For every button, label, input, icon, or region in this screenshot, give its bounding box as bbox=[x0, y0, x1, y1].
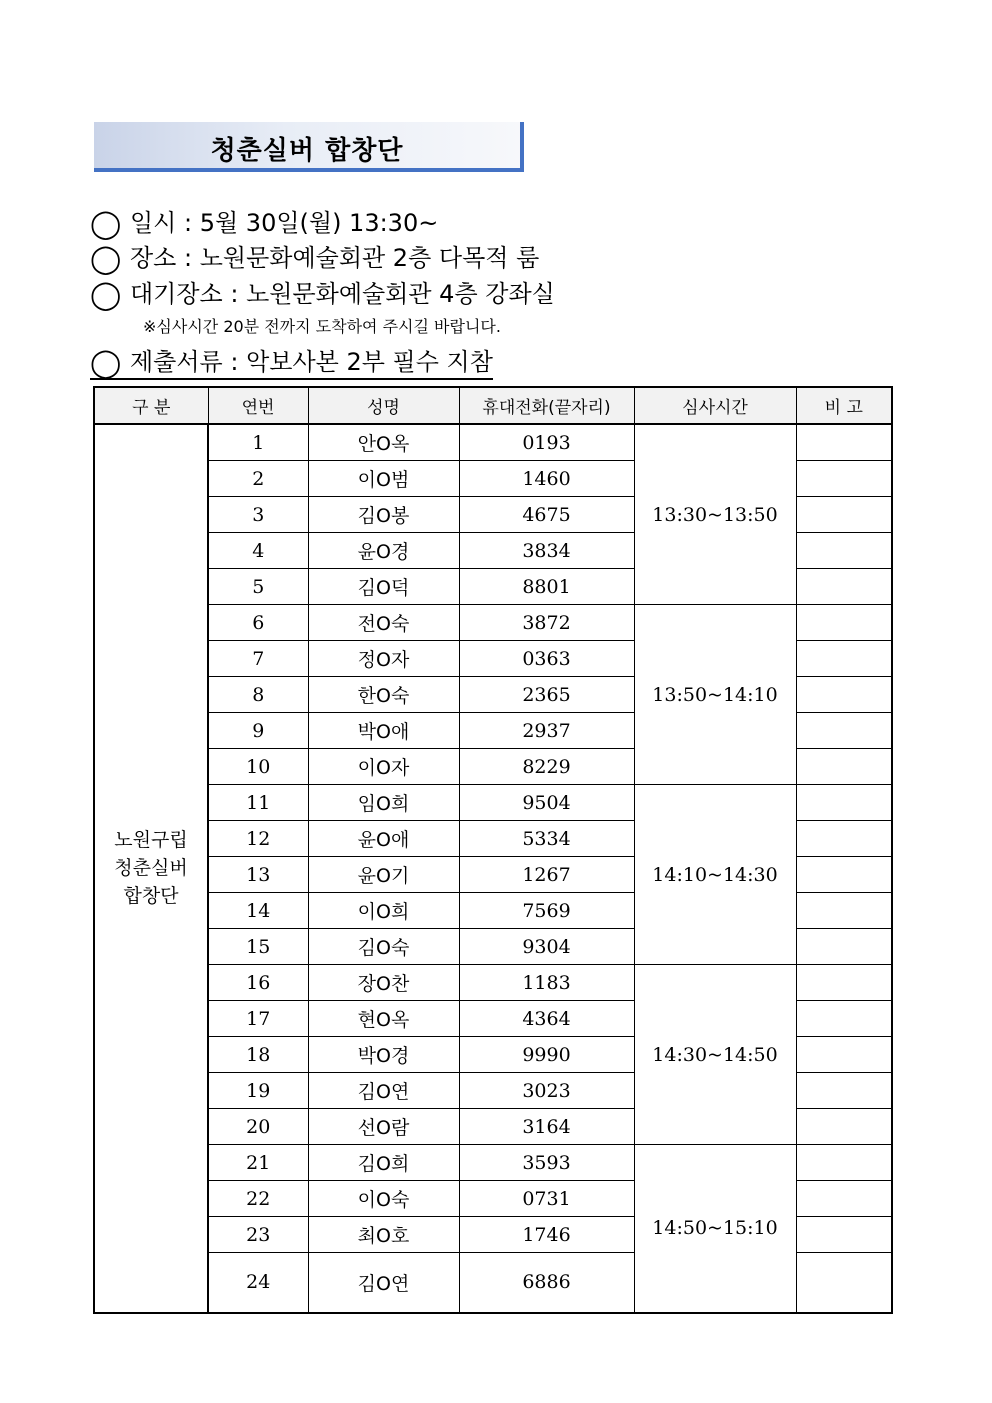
cell-name: 윤O경 bbox=[308, 533, 459, 569]
cell-phone: 1267 bbox=[459, 857, 634, 893]
cell-remarks bbox=[796, 1145, 892, 1181]
cell-number: 6 bbox=[208, 605, 308, 641]
cell-phone: 3872 bbox=[459, 605, 634, 641]
cell-name: 정O자 bbox=[308, 641, 459, 677]
cell-number: 3 bbox=[208, 497, 308, 533]
group-line: 합창단 bbox=[123, 885, 179, 908]
cell-remarks bbox=[796, 424, 892, 461]
cell-number: 24 bbox=[208, 1253, 308, 1313]
cell-phone: 3023 bbox=[459, 1073, 634, 1109]
cell-name: 김O희 bbox=[308, 1145, 459, 1181]
cell-name: 김O연 bbox=[308, 1253, 459, 1313]
header-number: 연번 bbox=[208, 387, 308, 424]
cell-number: 16 bbox=[208, 965, 308, 1001]
cell-number: 13 bbox=[208, 857, 308, 893]
header-time: 심사시간 bbox=[634, 387, 796, 424]
circle-bullet-icon: ◯ bbox=[90, 242, 122, 275]
cell-number: 11 bbox=[208, 785, 308, 821]
cell-phone: 5334 bbox=[459, 821, 634, 857]
info-date-text: 일시 : 5월 30일(월) 13:30~ bbox=[130, 209, 439, 237]
cell-number: 1 bbox=[208, 424, 308, 461]
cell-remarks bbox=[796, 1109, 892, 1145]
cell-name: 선O람 bbox=[308, 1109, 459, 1145]
cell-remarks bbox=[796, 497, 892, 533]
cell-time-slot: 14:30~14:50 bbox=[634, 965, 796, 1145]
cell-remarks bbox=[796, 641, 892, 677]
cell-name: 최O호 bbox=[308, 1217, 459, 1253]
cell-number: 21 bbox=[208, 1145, 308, 1181]
cell-remarks bbox=[796, 677, 892, 713]
cell-name: 이O자 bbox=[308, 749, 459, 785]
cell-name: 전O숙 bbox=[308, 605, 459, 641]
cell-remarks bbox=[796, 713, 892, 749]
cell-remarks bbox=[796, 857, 892, 893]
cell-number: 12 bbox=[208, 821, 308, 857]
cell-number: 7 bbox=[208, 641, 308, 677]
cell-phone: 4675 bbox=[459, 497, 634, 533]
cell-name: 장O찬 bbox=[308, 965, 459, 1001]
cell-phone: 1183 bbox=[459, 965, 634, 1001]
title-box bbox=[94, 122, 524, 172]
cell-name: 이O범 bbox=[308, 461, 459, 497]
cell-number: 23 bbox=[208, 1217, 308, 1253]
cell-number: 18 bbox=[208, 1037, 308, 1073]
table-header-row bbox=[94, 387, 892, 424]
cell-remarks bbox=[796, 749, 892, 785]
table-row bbox=[94, 605, 892, 641]
group-cell bbox=[94, 424, 208, 1313]
cell-time-slot: 14:50~15:10 bbox=[634, 1145, 796, 1313]
cell-phone: 1746 bbox=[459, 1217, 634, 1253]
cell-remarks bbox=[796, 965, 892, 1001]
cell-name: 현O옥 bbox=[308, 1001, 459, 1037]
cell-remarks bbox=[796, 821, 892, 857]
cell-time-slot: 13:30~13:50 bbox=[634, 424, 796, 605]
cell-remarks bbox=[796, 893, 892, 929]
cell-name: 박O애 bbox=[308, 713, 459, 749]
cell-number: 19 bbox=[208, 1073, 308, 1109]
cell-number: 5 bbox=[208, 569, 308, 605]
arrival-note: ※심사시간 20분 전까지 도착하여 주시길 바랍니다. bbox=[143, 317, 501, 336]
cell-remarks bbox=[796, 461, 892, 497]
cell-remarks bbox=[796, 1217, 892, 1253]
cell-phone: 2937 bbox=[459, 713, 634, 749]
cell-remarks bbox=[796, 569, 892, 605]
circle-bullet-icon: ◯ bbox=[90, 346, 122, 379]
cell-phone: 6886 bbox=[459, 1253, 634, 1313]
cell-phone: 9304 bbox=[459, 929, 634, 965]
info-waiting-place bbox=[90, 274, 555, 311]
cell-phone: 3593 bbox=[459, 1145, 634, 1181]
cell-phone: 7569 bbox=[459, 893, 634, 929]
cell-phone: 0731 bbox=[459, 1181, 634, 1217]
cell-phone: 9504 bbox=[459, 785, 634, 821]
cell-number: 14 bbox=[208, 893, 308, 929]
cell-phone: 0193 bbox=[459, 424, 634, 461]
cell-name: 김O연 bbox=[308, 1073, 459, 1109]
cell-remarks bbox=[796, 1253, 892, 1313]
cell-phone: 4364 bbox=[459, 1001, 634, 1037]
cell-phone: 3834 bbox=[459, 533, 634, 569]
cell-number: 8 bbox=[208, 677, 308, 713]
cell-time-slot: 13:50~14:10 bbox=[634, 605, 796, 785]
header-name: 성명 bbox=[308, 387, 459, 424]
info-date bbox=[90, 203, 438, 240]
cell-name: 이O숙 bbox=[308, 1181, 459, 1217]
table-row bbox=[94, 965, 892, 1001]
cell-name: 김O숙 bbox=[308, 929, 459, 965]
cell-phone: 9990 bbox=[459, 1037, 634, 1073]
cell-remarks bbox=[796, 533, 892, 569]
cell-remarks bbox=[796, 1073, 892, 1109]
info-waiting-place-text: 대기장소 : 노원문화예술회관 4층 강좌실 bbox=[130, 280, 555, 308]
info-documents bbox=[90, 342, 493, 379]
cell-time-slot: 14:10~14:30 bbox=[634, 785, 796, 965]
cell-phone: 2365 bbox=[459, 677, 634, 713]
cell-remarks bbox=[796, 605, 892, 641]
cell-number: 20 bbox=[208, 1109, 308, 1145]
info-documents-text: 제출서류 : 악보사본 2부 필수 지참 bbox=[130, 348, 493, 376]
cell-name: 김O봉 bbox=[308, 497, 459, 533]
info-documents-underline bbox=[90, 348, 493, 380]
cell-name: 윤O기 bbox=[308, 857, 459, 893]
table-row bbox=[94, 1145, 892, 1181]
info-place-text: 장소 : 노원문화예술회관 2층 다목적 룸 bbox=[130, 244, 540, 272]
cell-phone: 3164 bbox=[459, 1109, 634, 1145]
header-remarks: 비 고 bbox=[796, 387, 892, 424]
table-row bbox=[94, 785, 892, 821]
cell-remarks bbox=[796, 929, 892, 965]
cell-number: 2 bbox=[208, 461, 308, 497]
cell-phone: 1460 bbox=[459, 461, 634, 497]
group-line: 노원구립 bbox=[114, 829, 188, 852]
cell-remarks bbox=[796, 785, 892, 821]
cell-number: 15 bbox=[208, 929, 308, 965]
circle-bullet-icon: ◯ bbox=[90, 207, 122, 240]
cell-remarks bbox=[796, 1181, 892, 1217]
cell-name: 안O옥 bbox=[308, 424, 459, 461]
cell-remarks bbox=[796, 1037, 892, 1073]
cell-name: 박O경 bbox=[308, 1037, 459, 1073]
info-place bbox=[90, 238, 539, 275]
group-line: 청춘실버 bbox=[114, 857, 188, 880]
table-row bbox=[94, 424, 892, 461]
header-phone: 휴대전화(끝자리) bbox=[459, 387, 634, 424]
schedule-table bbox=[93, 386, 893, 1314]
cell-phone: 0363 bbox=[459, 641, 634, 677]
cell-number: 4 bbox=[208, 533, 308, 569]
cell-number: 22 bbox=[208, 1181, 308, 1217]
cell-number: 10 bbox=[208, 749, 308, 785]
cell-name: 임O희 bbox=[308, 785, 459, 821]
cell-remarks bbox=[796, 1001, 892, 1037]
cell-name: 이O희 bbox=[308, 893, 459, 929]
cell-phone: 8229 bbox=[459, 749, 634, 785]
cell-number: 9 bbox=[208, 713, 308, 749]
cell-number: 17 bbox=[208, 1001, 308, 1037]
cell-phone: 8801 bbox=[459, 569, 634, 605]
cell-name: 윤O애 bbox=[308, 821, 459, 857]
cell-name: 김O덕 bbox=[308, 569, 459, 605]
cell-name: 한O숙 bbox=[308, 677, 459, 713]
page-title: 청춘실버 합창단 bbox=[210, 136, 404, 166]
header-category: 구 분 bbox=[94, 387, 208, 424]
circle-bullet-icon: ◯ bbox=[90, 278, 122, 311]
